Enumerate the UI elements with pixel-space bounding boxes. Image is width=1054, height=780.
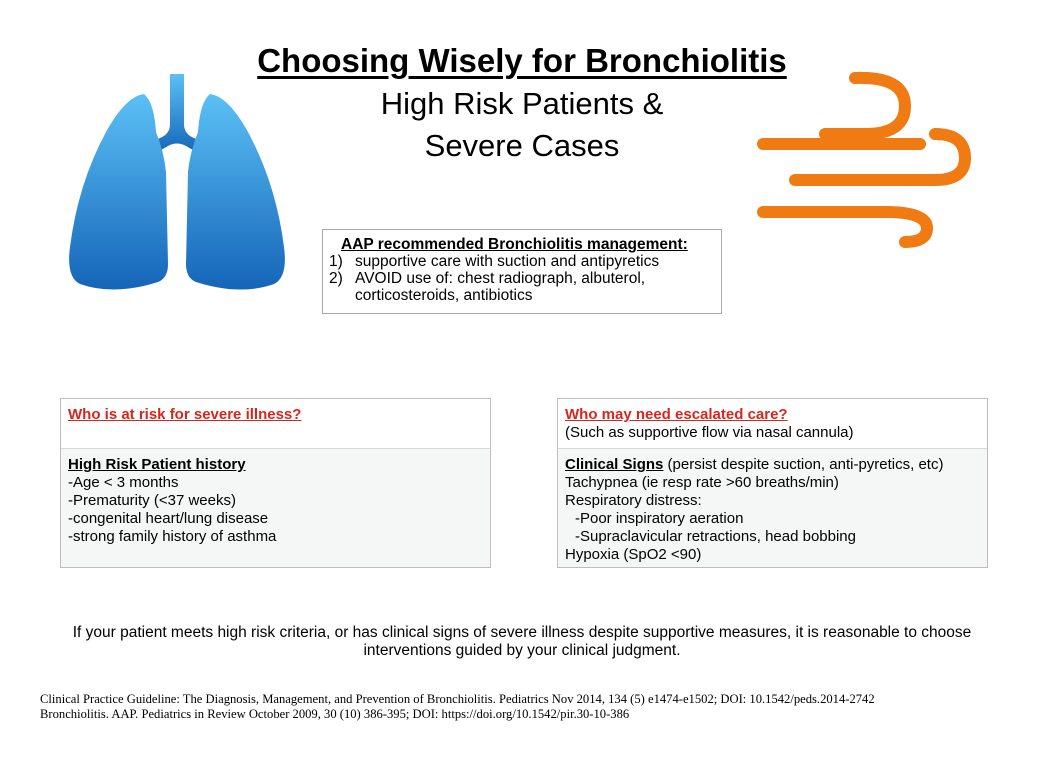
high-risk-section-title: High Risk Patient history	[68, 456, 246, 473]
wind-icon	[755, 70, 985, 255]
escalated-care-question: Who may need escalated care?	[565, 406, 788, 423]
escalated-care-panel	[557, 398, 988, 568]
aap-recommendation-box	[322, 229, 722, 314]
list-item: -Supraclavicular retractions, head bobbing	[575, 528, 856, 545]
aap-heading: AAP recommended Bronchiolitis management:	[341, 236, 688, 253]
subtitle-line-1: High Risk Patients &	[380, 86, 664, 121]
aap-item-1	[329, 253, 721, 270]
page-title: Choosing Wisely for Bronchiolitis	[257, 42, 787, 79]
conclusion-text: If your patient meets high risk criteria, or has clinical signs of severe illness despite supportive measures, it is reasonable to choose interventions guided by your clinical judgment.	[72, 624, 972, 659]
lungs-icon	[66, 72, 291, 297]
reference-item: Bronchiolitis. AAP. Pediatrics in Review October 2009, 30 (10) 386-395; DOI: https://doi.org/10.1542/pir.30-10-386	[40, 706, 630, 721]
high-risk-panel	[60, 398, 491, 568]
aap-item-2	[329, 270, 721, 304]
clinical-signs-note: (persist despite suction, anti-pyretics, etc)	[663, 456, 944, 473]
escalated-care-panel-header	[558, 399, 987, 449]
escalated-care-panel-body	[558, 449, 987, 567]
list-item: -Age < 3 months	[68, 474, 179, 491]
list-item: -congenital heart/lung disease	[68, 510, 269, 527]
clinical-signs-title: Clinical Signs	[565, 456, 664, 473]
list-item: -Poor inspiratory aeration	[575, 510, 744, 527]
list-item: -strong family history of asthma	[68, 528, 277, 545]
references	[40, 692, 1030, 721]
high-risk-question: Who is at risk for severe illness?	[68, 406, 302, 423]
aap-item-number: 2)	[329, 270, 343, 287]
subtitle-line-2: Severe Cases	[424, 128, 620, 163]
aap-item-text: supportive care with suction and antipyretics	[355, 253, 660, 270]
high-risk-panel-header	[61, 399, 490, 449]
high-risk-panel-body	[61, 449, 490, 567]
list-item: -Prematurity (<37 weeks)	[68, 492, 236, 509]
aap-item-number: 1)	[329, 253, 343, 270]
list-item: Hypoxia (SpO2 <90)	[565, 546, 702, 563]
list-item: Respiratory distress:	[565, 492, 702, 509]
reference-item: Clinical Practice Guideline: The Diagnosis, Management, and Prevention of Bronchiolitis. Pediatrics Nov 2014, 134 (5) e1474-e1502; DOI: 10.1542/peds.2014-2742	[40, 692, 875, 706]
aap-item-text: AVOID use of: chest radiograph, albuterol, corticosteroids, antibiotics	[355, 270, 646, 304]
list-item: Tachypnea (ie resp rate >60 breaths/min)	[565, 474, 839, 491]
escalated-care-note: (Such as supportive flow via nasal cannula)	[565, 424, 854, 441]
clinical-signs-heading	[565, 456, 980, 474]
